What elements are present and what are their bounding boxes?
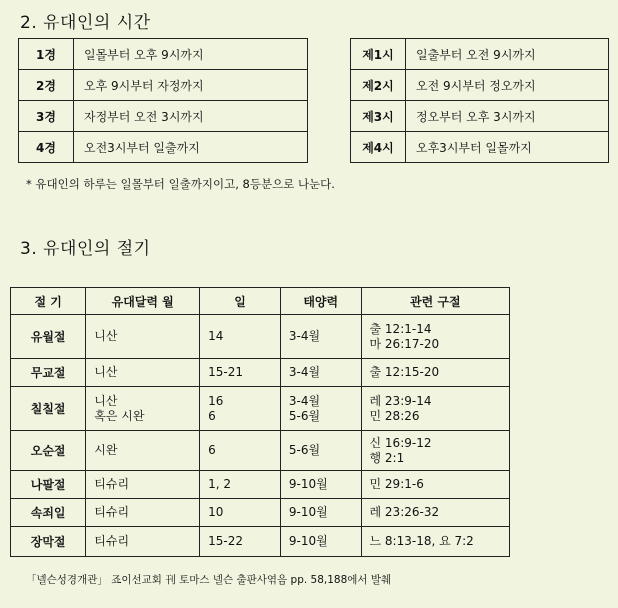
festival-solar-month-cell bbox=[280, 387, 361, 431]
watch-label: 3경 bbox=[19, 101, 74, 132]
watch-row bbox=[19, 39, 308, 70]
festival-day: 6 bbox=[208, 408, 216, 423]
festival-jewish-month: 티슈리 bbox=[94, 505, 130, 519]
festival-solar-month-cell bbox=[280, 499, 361, 527]
header-references: 관련 구절 bbox=[361, 288, 509, 315]
festival-row bbox=[11, 527, 510, 557]
hour-label: 제1시 bbox=[351, 39, 406, 70]
night-watches-table bbox=[18, 38, 308, 163]
watch-description: 일몰부터 오후 9시까지 bbox=[74, 39, 308, 70]
festival-jewish-month-cell bbox=[86, 431, 200, 471]
festival-jewish-month: 니산 bbox=[94, 365, 118, 379]
festival-references-cell bbox=[361, 359, 509, 387]
festival-row bbox=[11, 359, 510, 387]
festival-references: 레 23:26-32 bbox=[369, 505, 440, 519]
festival-jewish-month-cell bbox=[86, 471, 200, 499]
festival-jewish-month: 티슈리 bbox=[94, 477, 130, 491]
festival-jewish-month-cell bbox=[86, 527, 200, 557]
source-citation: 「넬슨성경개관」 죠이선교회 刊 토마스 넬슨 출판사엮음 pp. 58,188에서 발췌 bbox=[26, 574, 392, 586]
festival-references: 레 23:9-14 bbox=[369, 393, 432, 408]
festival-day: 16 bbox=[208, 393, 224, 408]
festival-day: 14 bbox=[208, 329, 224, 343]
hour-description: 정오부터 오후 3시까지 bbox=[406, 101, 609, 132]
festival-day-cell bbox=[200, 359, 281, 387]
hour-row bbox=[351, 101, 609, 132]
festival-jewish-month-cell bbox=[86, 359, 200, 387]
festival-solar-month-cell bbox=[280, 431, 361, 471]
festival-day: 1, 2 bbox=[208, 477, 231, 491]
festival-references-cell bbox=[361, 471, 509, 499]
hour-row bbox=[351, 39, 609, 70]
hour-description: 일출부터 오전 9시까지 bbox=[406, 39, 609, 70]
festival-solar-month: 9-10월 bbox=[288, 477, 328, 491]
festival-name: 칠칠절 bbox=[11, 387, 86, 431]
festival-jewish-month-cell bbox=[86, 499, 200, 527]
watch-row bbox=[19, 132, 308, 163]
festival-name: 장막절 bbox=[11, 527, 86, 557]
watch-description: 자정부터 오전 3시까지 bbox=[74, 101, 308, 132]
time-note: * 유대인의 하루는 일몰부터 일출까지이고, 8등분으로 나눈다. bbox=[26, 177, 335, 191]
festival-solar-month: 9-10월 bbox=[288, 505, 328, 519]
hour-description: 오후3시부터 일몰까지 bbox=[406, 132, 609, 163]
day-hours-table bbox=[350, 38, 609, 163]
festival-row bbox=[11, 387, 510, 431]
festival-day: 15-21 bbox=[208, 365, 243, 379]
festival-name: 오순절 bbox=[11, 431, 86, 471]
festival-name: 나팔절 bbox=[11, 471, 86, 499]
festival-row bbox=[11, 315, 510, 359]
festival-solar-month: 5-6월 bbox=[288, 408, 321, 423]
festival-references: 마 26:17-20 bbox=[369, 336, 440, 351]
festival-row bbox=[11, 431, 510, 471]
festival-solar-month: 3-4월 bbox=[288, 329, 321, 343]
festival-jewish-month: 혹은 시완 bbox=[94, 408, 145, 423]
header-day: 일 bbox=[200, 288, 281, 315]
festival-day-cell bbox=[200, 431, 281, 471]
festival-references: 느 8:13-18, 요 7:2 bbox=[369, 534, 474, 548]
festival-references-cell bbox=[361, 387, 509, 431]
hour-row bbox=[351, 70, 609, 101]
festival-references-cell bbox=[361, 315, 509, 359]
festival-day-cell bbox=[200, 471, 281, 499]
festival-references-cell bbox=[361, 527, 509, 557]
hour-label: 제3시 bbox=[351, 101, 406, 132]
hour-description: 오전 9시부터 정오까지 bbox=[406, 70, 609, 101]
festival-day-cell bbox=[200, 387, 281, 431]
festival-solar-month: 3-4월 bbox=[288, 393, 321, 408]
watch-label: 2경 bbox=[19, 70, 74, 101]
section-3-title: 3. 유대인의 절기 bbox=[20, 239, 151, 259]
festival-name: 속죄일 bbox=[11, 499, 86, 527]
festival-day: 15-22 bbox=[208, 534, 243, 548]
festival-jewish-month: 니산 bbox=[94, 393, 118, 408]
festivals-table bbox=[10, 287, 510, 557]
hour-label: 제4시 bbox=[351, 132, 406, 163]
festival-jewish-month: 시완 bbox=[94, 443, 118, 457]
festival-solar-month-cell bbox=[280, 315, 361, 359]
festival-references: 행 2:1 bbox=[369, 450, 405, 465]
hour-row bbox=[351, 132, 609, 163]
festival-references: 신 16:9-12 bbox=[369, 435, 432, 450]
festival-references: 출 12:1-14 bbox=[369, 321, 432, 336]
header-solar-month: 태양력 bbox=[280, 288, 361, 315]
watch-label: 1경 bbox=[19, 39, 74, 70]
festival-jewish-month-cell bbox=[86, 387, 200, 431]
festival-references-cell bbox=[361, 431, 509, 471]
header-jewish-month: 유대달력 월 bbox=[86, 288, 200, 315]
festival-references-cell bbox=[361, 499, 509, 527]
festival-references: 민 29:1-6 bbox=[369, 477, 424, 491]
watch-label: 4경 bbox=[19, 132, 74, 163]
festival-name: 무교절 bbox=[11, 359, 86, 387]
festival-day: 6 bbox=[208, 443, 216, 457]
festival-day: 10 bbox=[208, 505, 224, 519]
hour-label: 제2시 bbox=[351, 70, 406, 101]
festival-row bbox=[11, 471, 510, 499]
watch-description: 오전3시부터 일출까지 bbox=[74, 132, 308, 163]
festival-solar-month: 5-6월 bbox=[288, 443, 321, 457]
watch-row bbox=[19, 101, 308, 132]
festival-solar-month-cell bbox=[280, 527, 361, 557]
festival-references: 민 28:26 bbox=[369, 408, 420, 423]
festival-name: 유월절 bbox=[11, 315, 86, 359]
festival-solar-month-cell bbox=[280, 471, 361, 499]
header-festival: 절 기 bbox=[11, 288, 86, 315]
watch-description: 오후 9시부터 자정까지 bbox=[74, 70, 308, 101]
festival-references: 출 12:15-20 bbox=[369, 365, 440, 379]
festival-solar-month-cell bbox=[280, 359, 361, 387]
festival-jewish-month-cell bbox=[86, 315, 200, 359]
festival-day-cell bbox=[200, 315, 281, 359]
festival-jewish-month: 니산 bbox=[94, 329, 118, 343]
festival-row bbox=[11, 499, 510, 527]
festival-day-cell bbox=[200, 527, 281, 557]
festival-solar-month: 3-4월 bbox=[288, 365, 321, 379]
festival-jewish-month: 티슈리 bbox=[94, 534, 130, 548]
section-2-title: 2. 유대인의 시간 bbox=[20, 13, 151, 33]
watch-row bbox=[19, 70, 308, 101]
festival-day-cell bbox=[200, 499, 281, 527]
festival-solar-month: 9-10월 bbox=[288, 534, 328, 548]
